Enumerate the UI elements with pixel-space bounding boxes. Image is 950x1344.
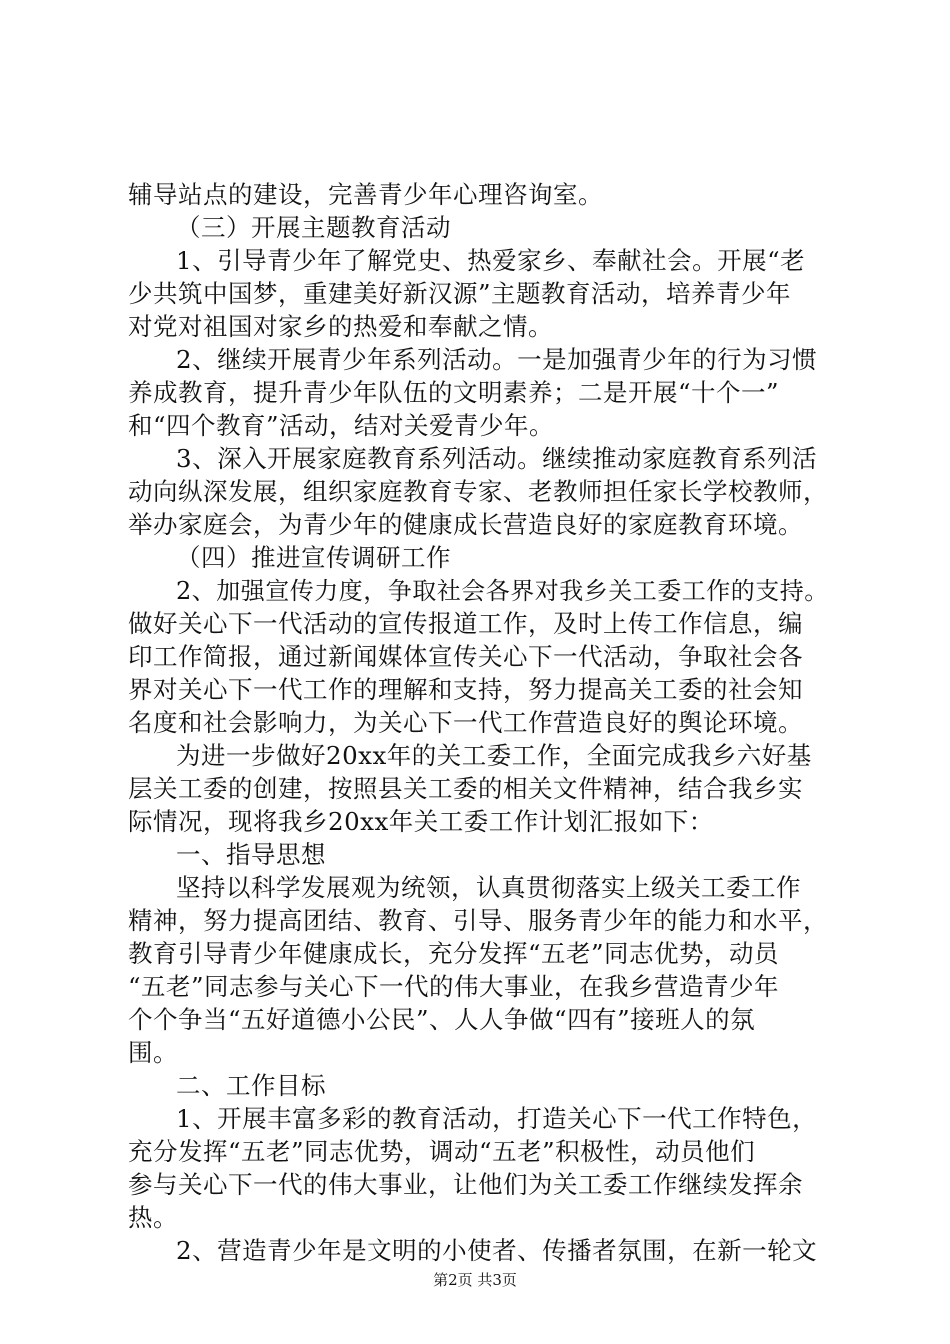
text-line: 参与关心下一代的伟大事业，让他们为关工委工作继续发挥余 bbox=[128, 1170, 803, 1199]
text-line: 1、引导青少年了解党史、热爱家乡、奉献社会。开展“老 bbox=[176, 246, 806, 275]
text-line: 精神，努力提高团结、教育、引导、服务青少年的能力和水平， bbox=[128, 906, 828, 935]
text-line: 个个争当“五好道德小公民”、人人争做“四有”接班人的氛 bbox=[128, 1005, 756, 1034]
page-number-footer: 第2页 共3页 bbox=[433, 1271, 517, 1289]
text-line: 2、营造青少年是文明的小使者、传播者氛围，在新一轮文 bbox=[176, 1236, 818, 1265]
section-heading: （四）推进宣传调研工作 bbox=[176, 543, 451, 572]
text-line: 际情况，现将我乡20xx年关工委工作计划汇报如下： bbox=[128, 807, 714, 836]
text-line: 对党对祖国对家乡的热爱和奉献之情。 bbox=[128, 312, 553, 341]
text-line: 养成教育，提升青少年队伍的文明素养；二是开展“十个一” bbox=[128, 378, 780, 407]
text-line: 举办家庭会，为青少年的健康成长营造良好的家庭教育环境。 bbox=[128, 510, 803, 539]
text-line: 层关工委的创建，按照县关工委的相关文件精神，结合我乡实 bbox=[128, 774, 803, 803]
text-line: 名度和社会影响力，为关心下一代工作营造良好的舆论环境。 bbox=[128, 708, 803, 737]
section-heading: 二、工作目标 bbox=[176, 1071, 326, 1100]
text-line: 做好关心下一代活动的宣传报道工作，及时上传工作信息，编 bbox=[128, 609, 803, 638]
text-line: 辅导站点的建设，完善青少年心理咨询室。 bbox=[128, 180, 603, 209]
text-line: 充分发挥“五老”同志优势，调动“五老”积极性，动员他们 bbox=[128, 1137, 756, 1166]
text-line: 2、加强宣传力度，争取社会各界对我乡关工委工作的支持。 bbox=[176, 577, 829, 605]
text-line: 界对关心下一代工作的理解和支持，努力提高关工委的社会知 bbox=[128, 675, 803, 704]
text-line: 2、继续开展青少年系列活动。一是加强青少年的行为习惯 bbox=[176, 345, 818, 374]
text-line: 热。 bbox=[128, 1203, 178, 1232]
section-heading: （三）开展主题教育活动 bbox=[176, 213, 451, 242]
text-line: 和“四个教育”活动，结对关爱青少年。 bbox=[128, 411, 555, 440]
text-line: 动向纵深发展，组织家庭教育专家、老教师担任家长学校教师， bbox=[128, 477, 828, 506]
text-line: 为进一步做好20xx年的关工委工作，全面完成我乡六好基 bbox=[176, 741, 812, 770]
text-line: “五老”同志参与关心下一代的伟大事业，在我乡营造青少年 bbox=[128, 972, 780, 1001]
text-line: 1、开展丰富多彩的教育活动，打造关心下一代工作特色， bbox=[176, 1104, 818, 1133]
text-line: 3、深入开展家庭教育系列活动。继续推动家庭教育系列活 bbox=[176, 444, 818, 473]
text-line: 少共筑中国梦，重建美好新汉源”主题教育活动，培养青少年 bbox=[128, 279, 792, 308]
text-line: 围。 bbox=[128, 1038, 178, 1067]
text-line: 教育引导青少年健康成长，充分发挥“五老”同志优势，动员 bbox=[128, 939, 780, 968]
text-line: 印工作简报，通过新闻媒体宣传关心下一代活动，争取社会各 bbox=[128, 642, 803, 671]
section-heading: 一、指导思想 bbox=[176, 840, 326, 869]
text-line: 坚持以科学发展观为统领，认真贯彻落实上级关工委工作 bbox=[176, 873, 801, 902]
